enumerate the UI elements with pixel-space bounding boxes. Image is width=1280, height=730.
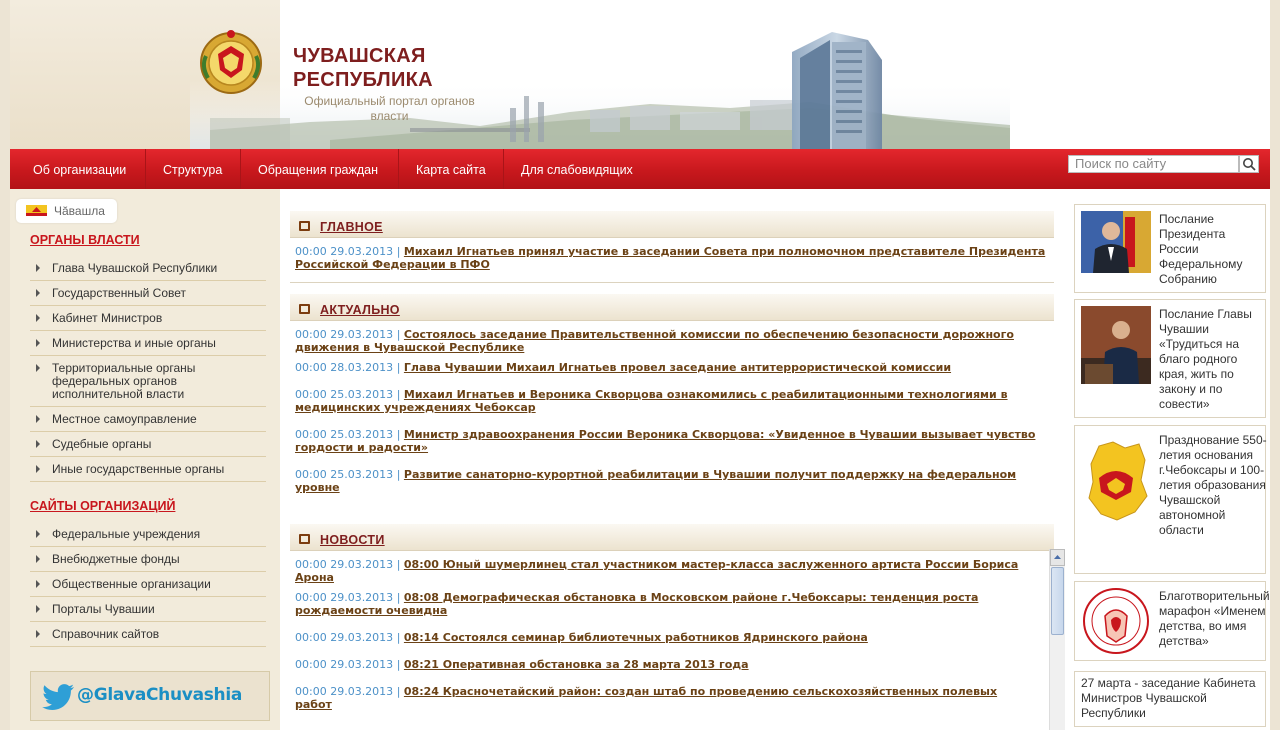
nav-item-sitemap[interactable]: Карта сайта [399,149,504,189]
nav-item-appeals[interactable]: Обращения граждан [241,149,399,189]
news-item: 00:00 29.03.2013 | 08:00 Юный шумерлинец стал участником мастер-класса заслуженного артиста России Бориса Арона [295,558,1019,584]
nav-item-structure[interactable]: Структура [146,149,241,189]
block-header [290,294,1054,321]
arrow-right-icon [36,264,40,272]
arrow-right-icon [36,580,40,588]
search-button[interactable] [1239,155,1259,173]
search-icon [1240,156,1258,172]
banner-charity-marathon[interactable] [1074,581,1270,661]
block-main [290,211,1054,283]
arrow-right-icon [36,289,40,297]
section-title-org-sites[interactable]: САЙТЫ ОРГАНИЗАЦИЙ [30,499,176,513]
arrow-right-icon [36,415,40,423]
news-link[interactable]: 08:24 Красночетайский район: создан штаб по проведению сельскохозяйственных полевых работ [295,685,998,711]
block-header [290,524,1054,551]
menu-authorities [30,256,266,482]
news-scrollbar[interactable] [1049,549,1065,730]
twitter-handle: @GlavaChuvashia [77,685,243,705]
arrow-right-icon [36,339,40,347]
left-sidebar [10,189,280,730]
section-icon [299,221,310,231]
nav-item-low-vision[interactable]: Для слабовидящих [521,163,633,177]
arrow-right-icon [36,630,40,638]
section-icon [299,304,310,314]
menu-item-local-government[interactable]: Местное самоуправление [30,407,266,432]
news-link[interactable]: Министр здравоохранения России Вероника Скворцова: «Увиденное в Чувашии вызывает чувство гордости и радости» [295,428,1036,454]
banner-text: Послание Главы Чувашии «Трудиться на благо родного края, жить по закону и по совести» [1159,307,1252,411]
chuvashia-map-logo [1081,434,1151,524]
block-header [290,211,1054,238]
site-title-line2: РЕСПУБЛИКА [293,69,433,91]
news-link[interactable]: Михаил Игнатьев принял участие в заседании Совета при полномочном представителе Президента Российской Федерации в ПФО [295,245,1046,271]
block-title-news[interactable]: НОВОСТИ [320,533,385,547]
arrow-right-icon [36,440,40,448]
nav-item-about[interactable]: Об организации [16,149,146,189]
news-item: 00:00 29.03.2013 | 08:14 Состоялся семинар библиотечных работников Ядринского района [295,631,868,644]
banner-cabinet-meeting[interactable] [1074,671,1266,727]
site-header [10,0,1270,149]
news-item: 00:00 29.03.2013 | Михаил Игнатьев принял участие в заседании Совета при полномочном представителе Президента Российской Федерации в ПФО [295,245,1046,271]
banner-anniversary[interactable] [1074,425,1266,574]
news-link[interactable]: Михаил Игнатьев и Вероника Скворцова ознакомились с реабилитационными технологиями в медицинских учреждениях Чебоксар [295,388,1008,414]
news-item: 00:00 25.03.2013 | Развитие санаторно-курортной реабилитации в Чувашии получит поддержку на федеральном уровне [295,468,1017,494]
chuvashia-emblem-logo [196,26,266,96]
news-link[interactable]: 08:21 Оперативная обстановка за 28 марта 2013 года [403,658,749,671]
news-item: 00:00 29.03.2013 | 08:24 Красночетайский район: создан штаб по проведению сельскохозяйственных полевых работ [295,685,998,711]
block-news [290,524,1034,715]
menu-item-funds[interactable]: Внебюджетные фонды [30,547,266,572]
news-link[interactable]: Состоялось заседание Правительственной комиссии по обеспечению безопасности дорожного движения в Чувашской Республике [295,328,1014,354]
block-title-actual[interactable]: АКТУАЛЬНО [320,303,400,317]
news-link[interactable]: 08:14 Состоялся семинар библиотечных работников Ядринского района [403,631,868,644]
news-link[interactable]: 08:08 Демографическая обстановка в Московском районе г.Чебоксары: тенденция роста рождаемости очевидна [295,591,979,617]
charity-marathon-logo [1081,586,1151,656]
head-of-chuvashia-photo [1081,306,1151,384]
news-link[interactable]: Развитие санаторно-курортной реабилитации в Чувашии получит поддержку на федеральном уровне [295,468,1017,494]
menu-item-head[interactable]: Глава Чувашской Республики [30,256,266,281]
arrow-right-icon [36,465,40,473]
menu-item-public-orgs[interactable]: Общественные организации [30,572,266,597]
news-item: 00:00 25.03.2013 | Министр здравоохранения России Вероника Скворцова: «Увиденное в Чувашии вызывает чувство гордости и радости» [295,428,1036,454]
menu-item-cabinet[interactable]: Кабинет Министров [30,306,266,331]
section-icon [299,534,310,544]
banner-head-address[interactable] [1074,299,1266,418]
block-title-main[interactable]: ГЛАВНОЕ [320,220,383,234]
banner-text: Празднование 550-летия основания г.Чебоксары и 100-летия образования Чувашской автономной области [1159,433,1267,537]
arrow-right-icon [36,314,40,322]
menu-item-directory[interactable]: Справочник сайтов [30,622,266,647]
chuvash-flag-icon [26,205,47,216]
arrow-right-icon [36,605,40,613]
banner-text: 27 марта - заседание Кабинета Министров Чувашской Республики [1081,676,1256,720]
menu-org-sites [30,522,266,647]
section-title-authorities[interactable]: ОРГАНЫ ВЛАСТИ [30,233,140,247]
block-actual [290,294,1054,502]
site-title[interactable] [293,44,433,92]
language-label: Чăвашла [54,204,105,218]
arrow-right-icon [36,530,40,538]
news-link[interactable]: 08:00 Юный шумерлинец стал участником мастер-класса заслуженного артиста России Бориса Арона [295,558,1019,584]
scroll-up-button[interactable] [1050,549,1065,566]
menu-item-state-council[interactable]: Государственный Совет [30,281,266,306]
president-photo [1081,211,1151,273]
page [10,0,1270,730]
language-switch[interactable] [16,199,117,223]
news-link[interactable]: Глава Чувашии Михаил Игнатьев провел заседание антитеррористической комиссии [403,361,952,374]
banner-text: Послание Президента России Федеральному Собранию [1159,212,1243,286]
menu-item-ministries[interactable]: Министерства и иные органы [30,331,266,356]
divider [290,282,1054,283]
menu-item-other-bodies[interactable]: Иные государственные органы [30,457,266,482]
banner-president-address[interactable] [1074,204,1266,293]
government-building [792,32,882,149]
twitter-bird-icon [41,684,75,710]
menu-item-federal[interactable]: Федеральные учреждения [30,522,266,547]
menu-item-courts[interactable]: Судебные органы [30,432,266,457]
banner-text: Благотворительный марафон «Именем детства, во имя детства» [1159,589,1270,648]
menu-item-territorial[interactable]: Территориальные органы федеральных органов исполнительной власти [30,356,266,407]
news-item: 00:00 28.03.2013 | Глава Чувашии Михаил Игнатьев провел заседание антитеррористической комиссии [295,361,952,374]
scroll-thumb[interactable] [1051,567,1064,635]
chevron-up-icon [1051,550,1064,565]
menu-item-portals[interactable]: Порталы Чувашии [30,597,266,622]
news-item: 00:00 29.03.2013 | 08:21 Оперативная обстановка за 28 марта 2013 года [295,658,749,671]
site-title-line1: ЧУВАШСКАЯ [293,45,426,67]
site-subtitle: Официальный портал органов власти [304,94,475,123]
right-sidebar [1066,189,1270,730]
search-input[interactable]: Поиск по сайту [1068,155,1239,173]
news-item: 00:00 29.03.2013 | Состоялось заседание Правительственной комиссии по обеспечению безопасности дорожного движения в Чувашской Республике [295,328,1014,354]
arrow-right-icon [36,364,40,372]
news-item: 00:00 25.03.2013 | Михаил Игнатьев и Вероника Скворцова ознакомились с реабилитационными технологиями в медицинских учреждениях Чебоксар [295,388,1008,414]
main-nav [10,149,1270,189]
arrow-right-icon [36,555,40,563]
main-content [280,189,1066,730]
news-item: 00:00 29.03.2013 | 08:08 Демографическая обстановка в Московском районе г.Чебоксары: тенденция роста рождаемости очевидна [295,591,979,617]
twitter-banner[interactable] [30,671,270,721]
